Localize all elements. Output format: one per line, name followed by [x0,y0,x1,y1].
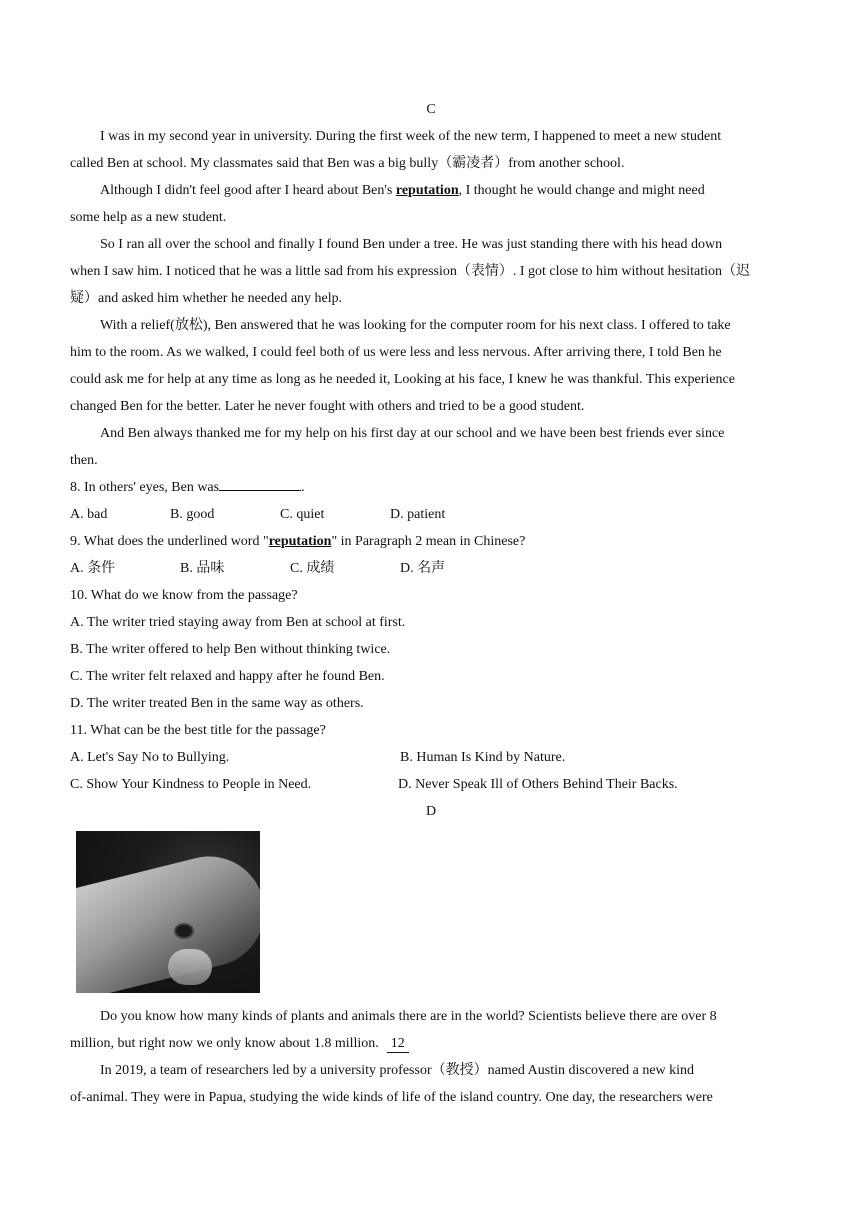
question-11-options-row1 [70,744,792,771]
option: D. The writer treated Ben in the same way as others. [70,696,364,711]
paragraph-line: him to the room. As we walked, I could feel both of us were less and less nervous. After arriving there, I told Ben he [70,345,722,360]
paragraph-line: then. [70,453,98,468]
paragraph-line: called Ben at school. My classmates said that Ben was a big bully（霸凌者）from another school. [70,156,625,171]
option: A. Let's Say No to Bullying. [70,750,230,765]
paragraph-line: Do you know how many kinds of plants and animals there are in the world? Scientists believe there are over 8 [100,1009,717,1024]
option: D. 名声 [400,561,446,576]
option: B. good [170,507,215,522]
paragraph-line [70,177,792,204]
underlined-word: reputation [395,183,459,198]
tiny-frog-shape [176,925,192,937]
paragraph-line: changed Ben for the better. Later he never fought with others and tried to be a good student. [70,399,585,414]
question-11-options-row2 [70,771,792,798]
paragraph-line: of-animal. They were in Papua, studying the wide kinds of life of the island country. One day, the researchers were [70,1090,713,1105]
question-text-end: . [301,480,305,495]
paragraph-line: when I saw him. I noticed that he was a little sad from his expression（表情）. I got close to him without hesitation（迟 [70,264,751,279]
paragraph-line: I was in my second year in university. During the first week of the new term, I happened to meet a new student [100,129,722,144]
paragraph-line: some help as a new student. [70,210,227,225]
paragraph-line: So I ran all over the school and finally I found Ben under a tree. He was just standing there with his head down [100,237,723,252]
question-text: 9. What does the underlined word " [70,534,269,549]
option: C. 成绩 [290,561,335,576]
option: C. The writer felt relaxed and happy after he found Ben. [70,669,385,684]
numbered-blank: 12 [387,1036,409,1053]
question-9 [70,528,792,555]
question-11: 11. What can be the best title for the passage? [70,723,326,738]
option: C. Show Your Kindness to People in Need. [70,777,312,792]
question-8 [70,474,792,501]
text-segment: Although I didn't feel good after I heard about Ben's [100,183,396,198]
paragraph-line: 疑）and asked him whether he needed any help. [70,291,343,306]
paragraph-line: With a relief(放松), Ben answered that he was looking for the computer room for his next class. I offered to take [100,318,731,333]
underlined-word: reputation [268,534,332,549]
section-d-heading: D [425,804,437,819]
question-10: 10. What do we know from the passage? [70,588,298,603]
option: A. The writer tried staying away from Ben at school at first. [70,615,406,630]
frog-on-finger-photo [76,831,260,993]
option: D. Never Speak Ill of Others Behind Their Backs. [398,777,678,792]
fingernail-shape [168,949,212,985]
answer-blank [219,476,301,491]
section-c-heading: C [426,102,436,117]
question-8-options [70,501,792,528]
text-segment: , I thought he would change and might need [458,183,705,198]
option: A. bad [70,507,108,522]
paragraph-line: And Ben always thanked me for my help on his first day at our school and we have been best friends ever since [100,426,725,441]
paragraph-line: could ask me for help at any time as long as he needed it, Looking at his face, I knew he was thankful. This experience [70,372,735,387]
option: D. patient [390,507,446,522]
paragraph-line [70,1030,792,1057]
document-page [70,96,792,1111]
text-segment: million, but right now we only know about 1.8 million. [70,1036,379,1051]
question-text: 8. In others' eyes, Ben was [70,480,220,495]
question-text: " in Paragraph 2 mean in Chinese? [331,534,526,549]
question-9-options [70,555,792,582]
option: B. 品味 [180,561,225,576]
option: C. quiet [280,507,325,522]
paragraph-line: In 2019, a team of researchers led by a university professor（教授）named Austin discovered a new kind [100,1063,695,1078]
option: A. 条件 [70,561,116,576]
option: B. Human Is Kind by Nature. [400,750,566,765]
option: B. The writer offered to help Ben without thinking twice. [70,642,391,657]
